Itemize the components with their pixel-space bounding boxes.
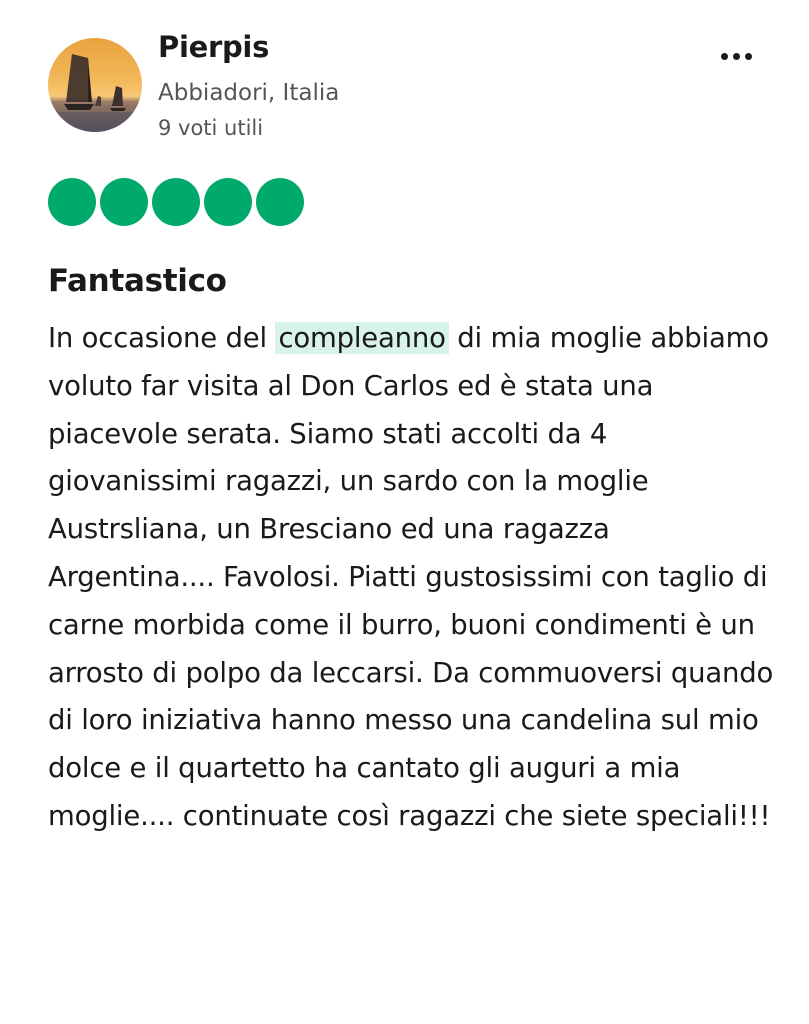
more-options-icon [721, 53, 728, 60]
helpful-votes-count: 9 voti utili [158, 116, 264, 140]
review-body-text: In occasione del [48, 322, 276, 354]
rating-bubbles [48, 178, 304, 226]
review-body [48, 315, 778, 841]
review-body-text: di mia moglie abbiamo voluto far visita al Don Carlos ed è stata una piacevole serata. Siamo stati accolti da 4 giovanissimi ragazzi, un sardo con la moglie Austrsliana, un Bresciano ed una ragazza Argentina.... Favolosi. Piatti gustosissimi con taglio di carne morbida come il burro, buoni condimenti è un arrosto di polpo da leccarsi. Da commuoversi quando di loro iniziativa hanno messo una candelina sul mio dolce e il quartetto ha cantato gli auguri a mia moglie.... continuate così ragazzi che siete speciali!!! [48, 322, 774, 832]
more-options-icon [733, 53, 740, 60]
avatar[interactable] [48, 38, 142, 132]
highlighted-keyword: compleanno [275, 322, 448, 354]
user-location: Abbiadori, Italia [158, 80, 340, 106]
sailboat-sunset-avatar-icon [48, 38, 142, 132]
user-name[interactable]: Pierpis [158, 30, 270, 64]
rating-bubble-icon [204, 178, 252, 226]
more-options-icon [745, 53, 752, 60]
rating-bubble-icon [256, 178, 304, 226]
rating-bubble-icon [152, 178, 200, 226]
rating-bubble-icon [48, 178, 96, 226]
more-options-button[interactable] [712, 36, 760, 76]
review-title: Fantastico [48, 263, 227, 299]
rating-bubble-icon [100, 178, 148, 226]
